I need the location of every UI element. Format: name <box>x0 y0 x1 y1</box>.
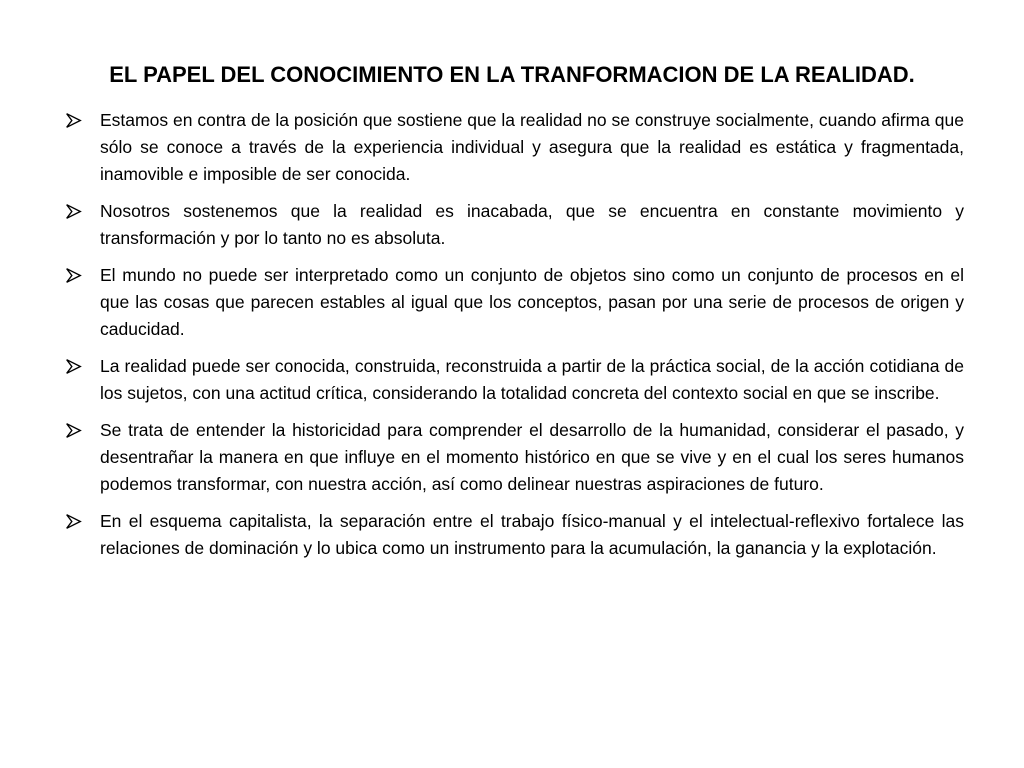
arrowhead-bullet-icon <box>62 198 84 225</box>
bullet-item <box>62 508 964 562</box>
slide-title: EL PAPEL DEL CONOCIMIENTO EN LA TRANFORMACION DE LA REALIDAD. <box>109 62 915 87</box>
bullet-item <box>62 417 964 498</box>
bullet-text: Nosotros sostenemos que la realidad es inacabada, que se encuentra en constante movimiento y transformación y por lo tanto no es absoluta. <box>100 201 964 248</box>
bullet-list <box>62 107 964 572</box>
bullet-text: El mundo no puede ser interpretado como un conjunto de objetos sino como un conjunto de procesos en el que las cosas que parecen estables al igual que los conceptos, pasan por una serie de procesos de origen y caducidad. <box>100 265 964 339</box>
arrowhead-bullet-icon <box>62 508 84 535</box>
bullet-item <box>62 262 964 343</box>
bullet-text: Se trata de entender la historicidad para comprender el desarrollo de la humanidad, considerar el pasado, y desentrañar la manera en que influye en el momento histórico en que se vive y en el cual los seres humanos podemos transformar, con nuestra acción, así como delinear nuestras aspiraciones de futuro. <box>100 420 964 494</box>
arrowhead-bullet-icon <box>62 417 84 444</box>
arrowhead-bullet-icon <box>62 262 84 289</box>
bullet-text: La realidad puede ser conocida, construida, reconstruida a partir de la práctica social, de la acción cotidiana de los sujetos, con una actitud crítica, considerando la totalidad concreta del contexto social en que se inscribe. <box>100 356 964 403</box>
bullet-text: En el esquema capitalista, la separación entre el trabajo físico-manual y el intelectual-reflexivo fortalece las relaciones de dominación y lo ubica como un instrumento para la acumulación, la ganancia y la explotación. <box>100 511 964 558</box>
bullet-item <box>62 198 964 252</box>
bullet-item <box>62 107 964 188</box>
bullet-item <box>62 353 964 407</box>
arrowhead-bullet-icon <box>62 107 84 134</box>
arrowhead-bullet-icon <box>62 353 84 380</box>
bullet-text: Estamos en contra de la posición que sostiene que la realidad no se construye socialmente, cuando afirma que sólo se conoce a través de la experiencia individual y asegura que la realidad es estática y fragmentada, inamovible e imposible de ser conocida. <box>100 110 964 184</box>
